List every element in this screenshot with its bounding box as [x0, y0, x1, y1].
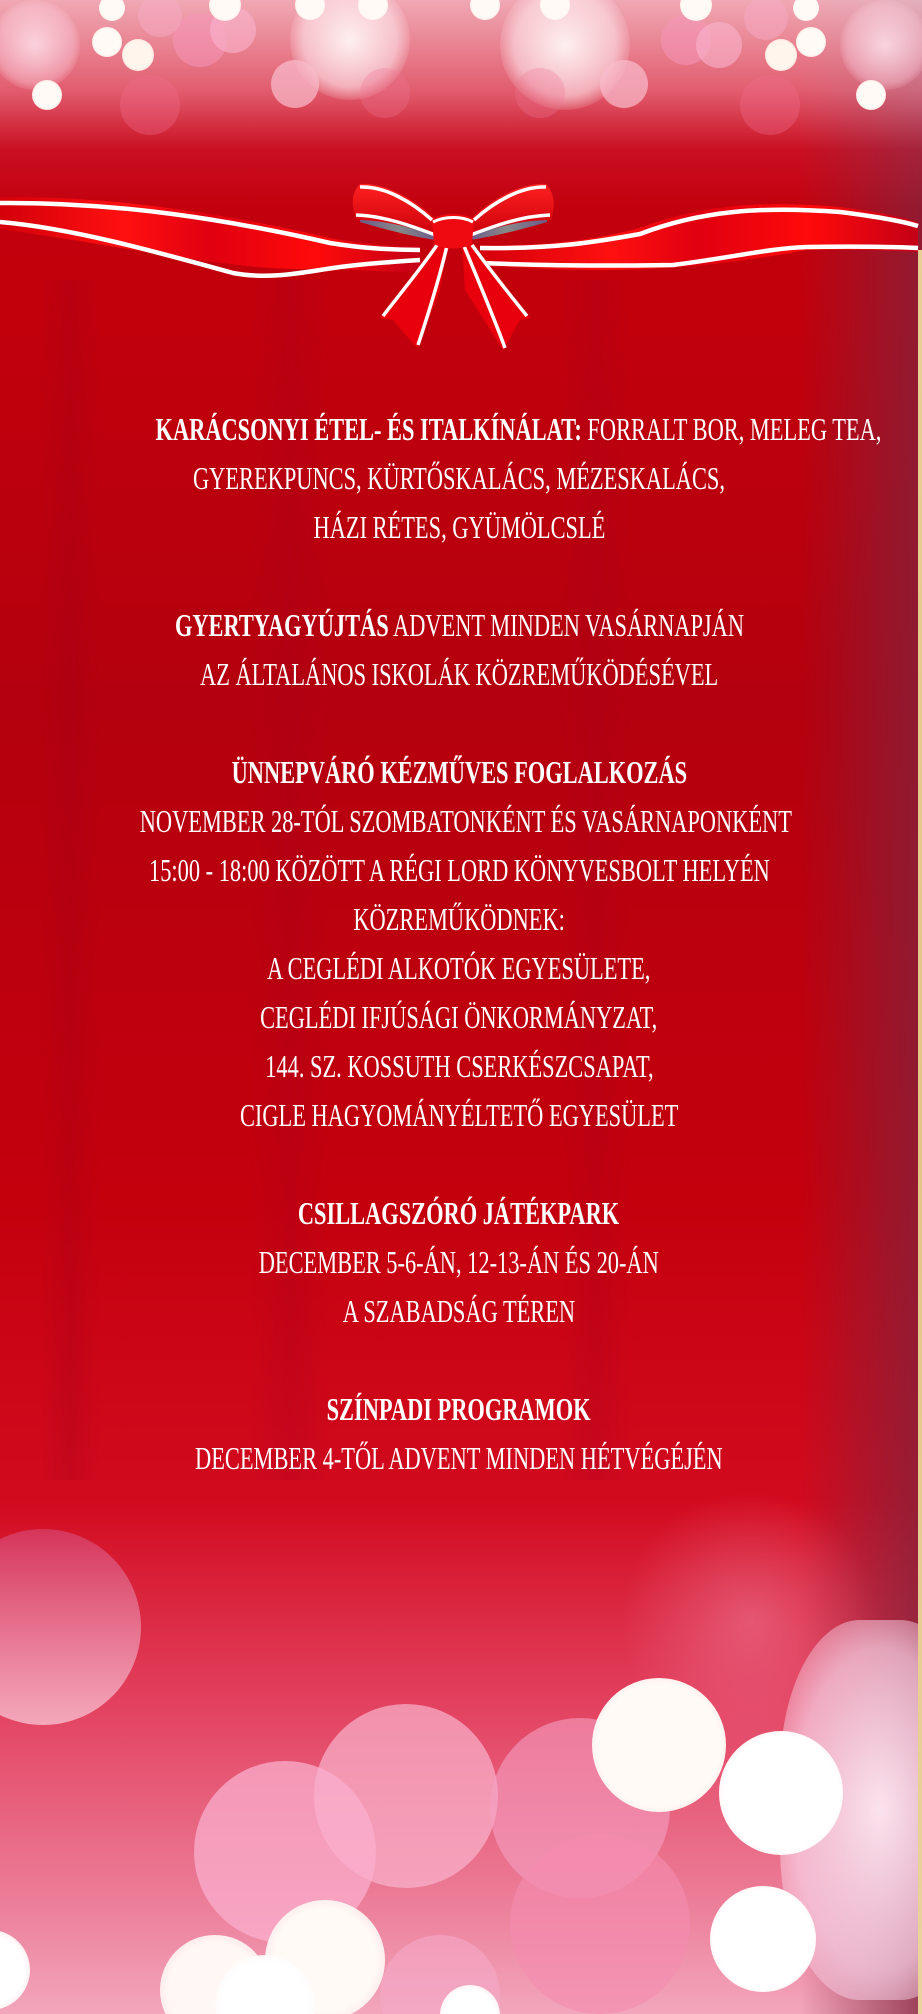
section-title: CSILLAGSZÓRÓ JÁTÉKPARK: [298, 1195, 620, 1231]
section-text: NOVEMBER 28-TÓL SZOMBATONKÉNT ÉS VASÁRNAPONKÉNT: [139, 803, 792, 839]
bokeh-light: [856, 80, 886, 110]
bokeh-light: [360, 68, 410, 118]
section-stage-programs: [0, 1385, 918, 1483]
bokeh-light: [719, 1731, 843, 1855]
section-text: 144. SZ. KOSSUTH CSERKÉSZCSAPAT,: [264, 1048, 654, 1084]
bokeh-light: [120, 75, 180, 135]
bokeh-light: [32, 80, 62, 110]
bokeh-light: [122, 39, 154, 71]
bokeh-light: [740, 75, 800, 135]
bokeh-light: [592, 1678, 726, 1812]
section-title: SZÍNPADI PROGRAMOK: [326, 1391, 592, 1427]
bokeh-light: [0, 1930, 30, 2010]
ribbon-bow-icon: [0, 150, 922, 370]
bokeh-light: [515, 68, 565, 118]
bokeh-light: [92, 27, 122, 57]
section-text: GYEREKPUNCS, KÜRTŐSKALÁCS, MÉZESKALÁCS,: [193, 460, 725, 496]
bokeh-light: [510, 1834, 690, 2014]
section-title: KARÁCSONYI ÉTEL- ÉS ITALKÍNÁLAT:: [155, 411, 582, 447]
section-playground: [0, 1189, 918, 1336]
page-edge: [918, 250, 922, 2014]
bokeh-light: [765, 39, 797, 71]
bokeh-light: [840, 0, 922, 90]
bokeh-light: [710, 1886, 816, 1992]
section-text: A SZABADSÁG TÉREN: [342, 1293, 576, 1329]
bokeh-light: [0, 1529, 141, 1725]
section-candle-lighting: [0, 601, 918, 699]
section-food-drinks: [0, 405, 918, 552]
section-text: CEGLÉDI IFJÚSÁGI ÖNKORMÁNYZAT,: [260, 999, 658, 1035]
section-title: GYERTYAGYÚJTÁS: [174, 607, 389, 643]
bokeh-light: [271, 60, 319, 108]
section-text: AZ ÁLTALÁNOS ISKOLÁK KÖZREMŰKÖDÉSÉVEL: [199, 656, 719, 692]
section-title: ÜNNEPVÁRÓ KÉZMŰVES FOGLALKOZÁS: [231, 754, 687, 790]
section-text: ADVENT MINDEN VASÁRNAPJÁN: [388, 607, 744, 643]
section-text: 15:00 - 18:00 KÖZÖTT A RÉGI LORD KÖNYVESBOLT HELYÉN: [148, 852, 770, 888]
program-list: [0, 405, 918, 1483]
bokeh-light: [600, 60, 648, 108]
bokeh-light: [696, 22, 742, 68]
section-text: DECEMBER 4-TŐL ADVENT MINDEN HÉTVÉGÉJÉN: [195, 1440, 723, 1476]
section-crafts: [0, 748, 918, 1140]
section-text: A CEGLÉDI ALKOTÓK EGYESÜLETE,: [267, 950, 651, 986]
section-text: FORRALT BOR, MELEG TEA,: [581, 411, 882, 447]
section-text: HÁZI RÉTES, GYÜMÖLCSLÉ: [313, 509, 605, 545]
section-text: DECEMBER 5-6-ÁN, 12-13-ÁN ÉS 20-ÁN: [258, 1244, 660, 1280]
section-text: KÖZREMŰKÖDNEK:: [353, 901, 565, 937]
bokeh-light: [796, 27, 826, 57]
section-text: CIGLE HAGYOMÁNYÉLTETŐ EGYESÜLET: [239, 1097, 679, 1133]
